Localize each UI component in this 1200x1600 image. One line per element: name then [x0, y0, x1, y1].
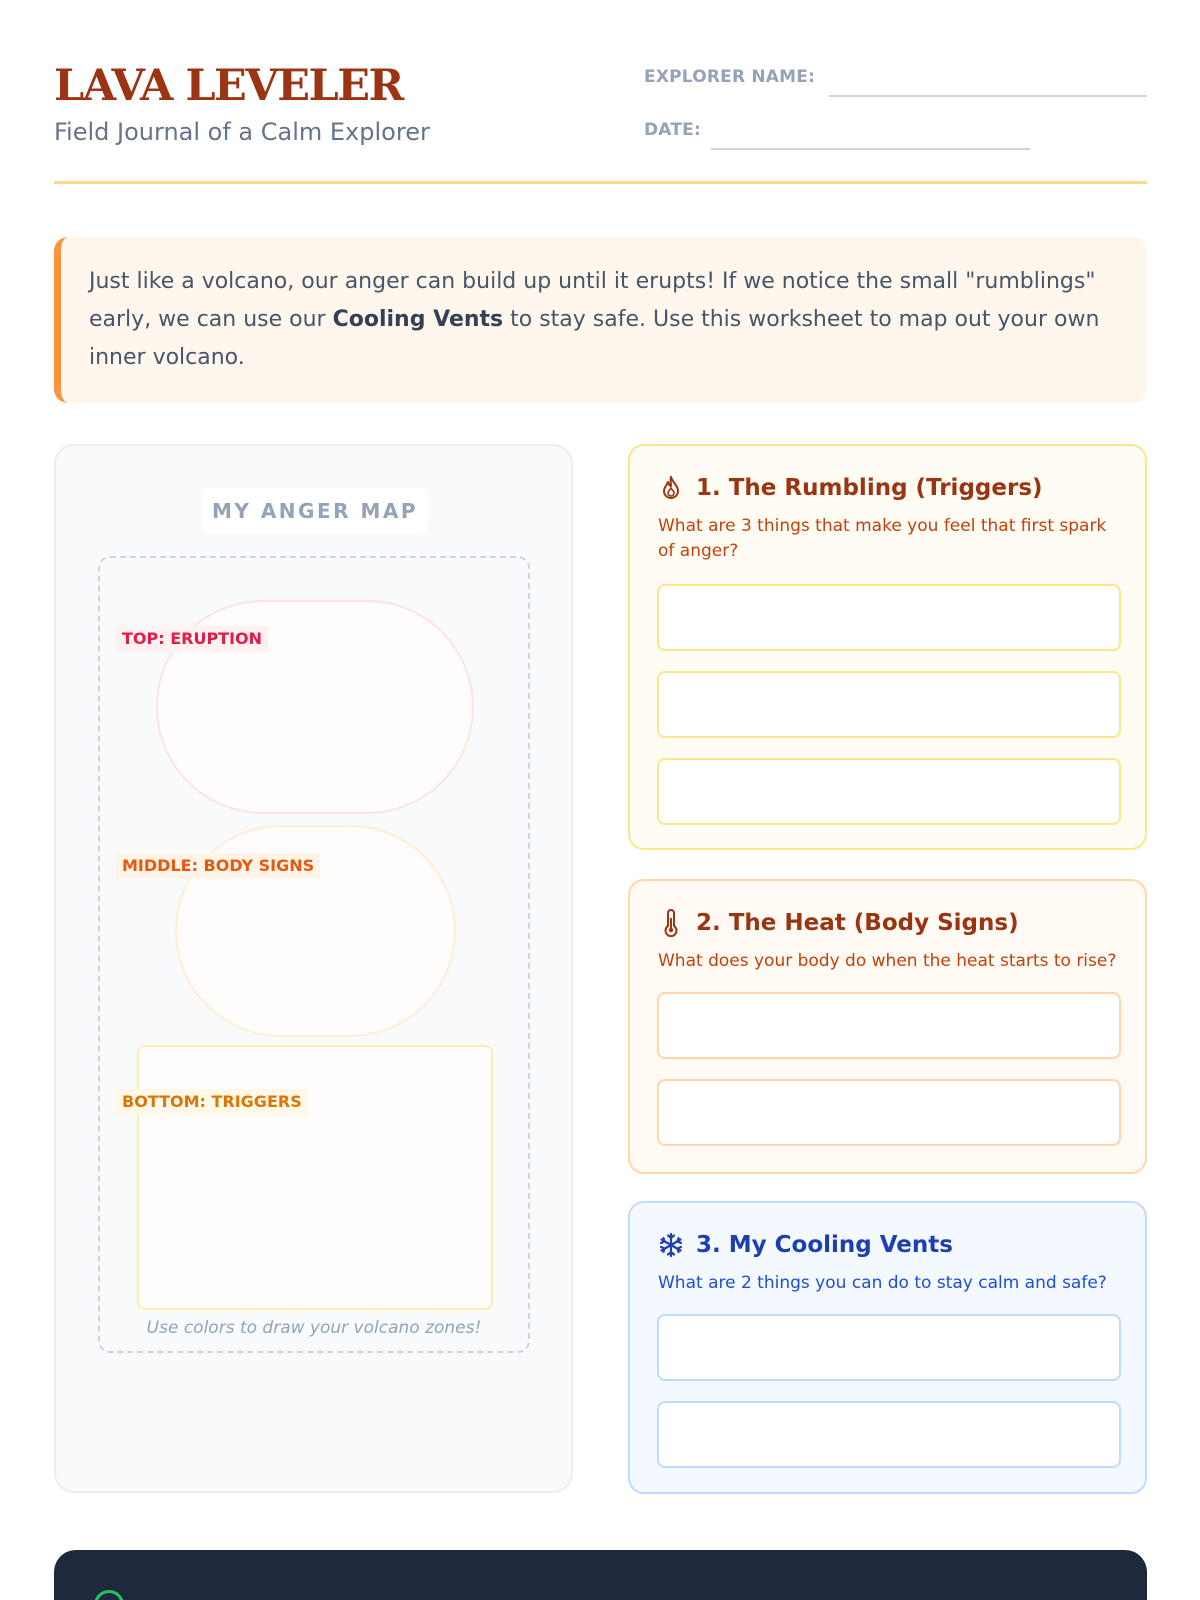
intro-text-bold: Cooling Vents [332, 307, 504, 332]
cooling-vents-card [628, 1201, 1147, 1494]
intro-text-end: to stay safe. Use this worksheet to map out your own inner volcano. [89, 307, 1100, 370]
body-signs-card-header [658, 909, 1019, 937]
trigger-answer-1[interactable] [657, 584, 1121, 651]
anger-map-title: MY ANGER MAP [202, 488, 428, 534]
triggers-zone-label: BOTTOM: TRIGGERS [116, 1089, 308, 1115]
check-circle-icon [94, 1590, 124, 1600]
body-signs-card-title: 2. The Heat (Body Signs) [696, 910, 1019, 936]
cooling-vents-card-header [658, 1231, 953, 1259]
date-label: DATE: [644, 120, 701, 140]
volcano-drawing-area[interactable] [98, 556, 530, 1353]
anger-map-panel [54, 444, 573, 1493]
body-signs-zone-label: MIDDLE: BODY SIGNS [116, 853, 320, 879]
trigger-answer-3[interactable] [657, 758, 1121, 825]
explorer-name-field[interactable] [829, 95, 1147, 97]
date-field[interactable] [711, 148, 1030, 150]
triggers-card-title: 1. The Rumbling (Triggers) [696, 475, 1043, 501]
intro-callout [54, 237, 1147, 403]
map-caption: Use colors to draw your volcano zones! [146, 1318, 482, 1338]
body-sign-answer-2[interactable] [657, 1079, 1121, 1146]
worksheet-header [54, 58, 1147, 184]
triggers-card-header [658, 474, 1043, 502]
cooling-vents-question: What are 2 things you can do to stay calm and safe? [658, 1273, 1107, 1293]
triggers-card [628, 444, 1147, 850]
thermometer-icon [658, 909, 684, 937]
explorer-name-label: EXPLORER NAME: [644, 67, 816, 87]
eruption-zone-label: TOP: ERUPTION [116, 626, 268, 652]
footer-banner [54, 1550, 1147, 1600]
cooling-vent-answer-2[interactable] [657, 1401, 1121, 1468]
cooling-vent-answer-1[interactable] [657, 1314, 1121, 1381]
body-sign-answer-1[interactable] [657, 992, 1121, 1059]
triggers-question: What are 3 things that make you feel that first spark of anger? [658, 516, 1107, 561]
worksheet-title: LAVA LEVELER [54, 61, 403, 111]
snowflake-icon [658, 1231, 684, 1259]
intro-text-start: Just like a volcano, our anger can build up until it erupts! If we notice the small "rumblings" early, we can use our [89, 269, 1096, 332]
triggers-zone[interactable] [137, 1045, 493, 1310]
flame-icon [658, 474, 684, 502]
cooling-vents-card-title: 3. My Cooling Vents [696, 1232, 953, 1258]
trigger-answer-2[interactable] [657, 671, 1121, 738]
body-signs-card [628, 879, 1147, 1174]
worksheet-subtitle: Field Journal of a Calm Explorer [54, 118, 430, 146]
body-signs-question: What does your body do when the heat starts to rise? [658, 951, 1117, 971]
